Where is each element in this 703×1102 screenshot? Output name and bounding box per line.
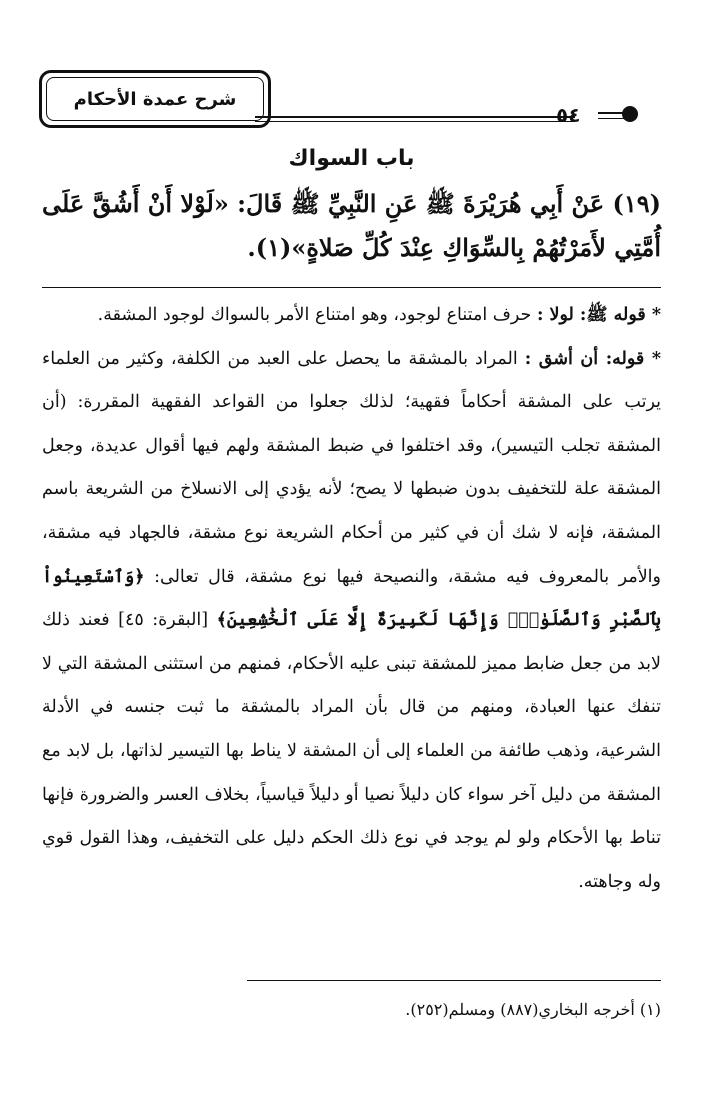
chapter-title: باب السواك [288, 146, 415, 171]
running-header-title: شرح عمدة الأحكام [73, 88, 237, 110]
footnote: (١) أخرجه البخاري(٨٨٧) ومسلم(٢٥٢). [405, 1000, 661, 1019]
running-header-inner-frame [46, 77, 264, 121]
commentary-text: [البقرة: ٤٥] فعند ذلك لابد من جعل ضابط مميز للمشقة تبنى عليه الأحكام، فمنهم من استثنى المشقة التي لا تنفك عنها العبادة، ومنهم من قال بأن المراد بالمشقة ما ثبت جنسه في الأدلة الشرعية، وذهب طائفة من العلماء إلى أن المشقة لا يناط بها التيسير لذاتها، بل لابد مع المشقة من دليل آخر سواء كان دليلاً نصيا أو دليلاً قياسياً، بخلاف العسر والضرورة فإنها تناط بها الأحكام ولو لم يوجد في نوع ذلك الحكم دليل على التخفيف، وهذا القول قوي وله وجاهته. [42, 610, 661, 892]
running-header-frame [39, 70, 271, 128]
commentary-paragraph [42, 338, 661, 905]
page-number: ٥٤ [556, 103, 581, 127]
header-rule [255, 116, 575, 118]
quran-verse: ﴿وَٱسْتَعِينُواْ بِٱلصَّبْرِ وَٱلصَّلَوٰةِۚ وَإِنَّهَا لَكَبِيرَةٌ إِلَّا عَلَى ٱلْخَٰشِعِينَ﴾ [42, 566, 661, 631]
commentary-paragraph [42, 294, 661, 338]
footnote-rule [247, 980, 661, 981]
header-rule-thin [255, 121, 575, 122]
commentary [42, 294, 661, 904]
commentary-keyword: * قوله: أن أشق : [524, 348, 661, 369]
commentary-text: المراد بالمشقة ما يحصل على العبد من الكلفة، وكثير من العلماء يرتب على المشقة أحكاماً فقهية؛ لذلك جعلوا من القواعد الفقهية المقررة: (أن المشقة تجلب التيسير)، وقد اختلفوا في ضبط المشقة ولهم فيها أقوال عديدة، وجعل المشقة علة للتخفيف بدون ضبطها لا يصح؛ لأنه يؤدي إلى الانسلاخ من الشريعة باسم المشقة، فإنه لا شك أن في كثير من أحكام الشريعة نوع مشقة، فالجهاد فيه مشقة، والأمر بالمعروف فيه مشقة، والنصيحة فيها نوع مشقة، قال تعالى: [42, 348, 661, 587]
section-divider [42, 287, 661, 288]
ornament-dot-icon [622, 106, 638, 122]
hadith-text: (١٩) عَنْ أَبِي هُرَيْرَةَ ﷺ عَنِ النَّبِيِّ ﷺ قَالَ: «لَوْلا أَنْ أَشُقَّ عَلَى أُمَّتِي لأَمَرْتُهُمْ بِالسِّوَاكِ عِنْدَ كُلِّ صَلاةٍ»(١). [42, 189, 661, 262]
commentary-keyword: * قوله ﷺ: لولا : [536, 305, 661, 325]
commentary-text: حرف امتناع لوجود، وهو امتناع الأمر بالسواك لوجود المشقة. [97, 305, 537, 325]
